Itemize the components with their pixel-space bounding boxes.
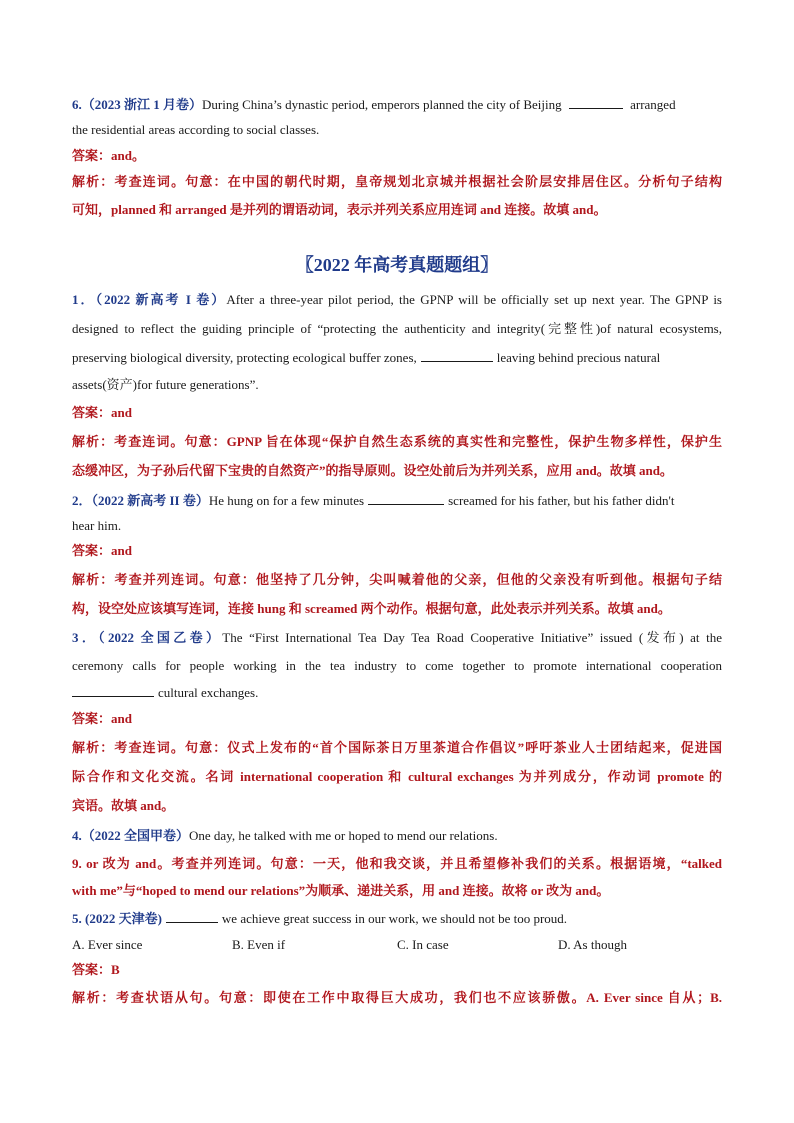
q1-line-4: assets(资产)for future generations”. — [72, 377, 259, 392]
q3-source: 3．（2022 全国乙卷） — [72, 630, 223, 645]
q1-line-2: designed to reflect the guiding principle of “protecting the authenticity and integrity(完整性)of natural ecosystems, — [72, 321, 722, 336]
q1-text-1: After a three-year pilot period, the GPNP will be officially set up next year. The GPNP is — [226, 292, 722, 307]
q5-line-1 — [72, 910, 722, 927]
q6-text: During China’s dynastic period, emperors planned the city of Beijing — [202, 97, 565, 112]
q1-analysis-2: 态缓冲区，为子孙后代留下宝贵的自然资产”的指导原则。设空处前后为并列关系，应用 and。故填 and。 — [72, 463, 673, 478]
q3-text-3: cultural exchanges. — [158, 685, 259, 700]
q1-text-3a: preserving biological diversity, protecting ecological buffer zones, — [72, 350, 417, 365]
answer-blank — [569, 96, 623, 109]
q3-answer: 答案：and — [72, 711, 132, 726]
answer-blank — [421, 349, 493, 362]
q6-analysis-2: 可知，planned 和 arranged 是并列的谓语动词，表示并列关系应用连词 and 连接。故填 and。 — [72, 202, 607, 217]
section-heading: 〖2022 年高考真题题组〗 — [295, 255, 499, 275]
q1-source: 1．（2022 新高考 I 卷） — [72, 292, 227, 307]
answer-blank — [72, 684, 154, 697]
q2-analysis-2: 构，设空处应该填写连词，连接 hung 和 screamed 两个动作。根据句意，此处表示并列关系。故填 and。 — [72, 601, 671, 616]
q1-line-1 — [72, 292, 722, 308]
q3-line-1 — [72, 630, 722, 646]
q6-line-2: the residential areas according to social classes. — [72, 122, 320, 137]
q4-line-1 — [72, 828, 722, 844]
q5-answer: 答案：B — [72, 962, 120, 977]
q2-line-2: hear him. — [72, 518, 122, 533]
q5-option-c: C. In case — [397, 937, 449, 952]
q5-option-b: B. Even if — [232, 937, 286, 952]
q3-analysis-1: 解析：考查连词。句意：仪式上发布的“首个国际茶日万里茶道合作倡议”呼吁茶业人士团结起来，促进国 — [72, 740, 722, 755]
q6-source: 6.（2023 浙江 1 月卷） — [72, 97, 203, 112]
q6-analysis-1: 解析：考查连词。句意：在中国的朝代时期，皇帝规划北京城并根据社会阶层安排居住区。分析句子结构 — [72, 174, 722, 189]
q2-text-1b: screamed for his father, but his father didn't — [448, 493, 675, 508]
q2-answer: 答案：and — [72, 543, 132, 558]
q4-text-1: One day, he talked with me or hoped to mend our relations. — [189, 828, 498, 843]
q6-answer: 答案：and。 — [72, 148, 145, 163]
q2-analysis-1: 解析：考查并列连词。句意：他坚持了几分钟，尖叫喊着他的父亲，但他的父亲没有听到他。根据句子结 — [72, 572, 722, 587]
q3-analysis-2: 际合作和文化交流。名词 international cooperation 和 cultural exchanges 为并列成分，作动词 promote 的 — [72, 769, 722, 784]
q5-text-1: we achieve great success in our work, we should not be too proud. — [221, 911, 568, 926]
q1-line-3 — [72, 349, 722, 366]
q3-text-1: The “First International Tea Day Tea Road Cooperative Initiative” issued (发布) at the — [222, 630, 722, 645]
q3-analysis-3: 宾语。故填 and。 — [72, 798, 175, 813]
q4-source: 4.（2022 全国甲卷） — [72, 828, 190, 843]
q5-source: 5. (2022 天津卷) — [72, 911, 162, 926]
q4-analysis-2: with me”与“hoped to mend our relations”为顺承、递进关系，用 and 连接。故将 or 改为 and。 — [72, 883, 610, 898]
q6-text-after: arranged — [626, 97, 676, 112]
answer-blank — [166, 910, 218, 923]
answer-blank — [368, 492, 444, 505]
q3-line-3 — [72, 684, 722, 701]
q4-analysis-1: 9. or 改为 and。考查并列连词。句意：一天，他和我交谈，并且希望修补我们的关系。根据语境，“talked — [72, 856, 722, 871]
q5-option-d: D. As though — [558, 937, 627, 952]
q1-text-3b: leaving behind precious natural — [496, 350, 661, 365]
q3-line-2: ceremony calls for people working in the tea industry to come together to promote international cooperation — [72, 658, 722, 673]
q1-analysis-1: 解析：考查连词。句意：GPNP 旨在体现“保护自然生态系统的真实性和完整性，保护生物多样性，保护生 — [72, 434, 722, 449]
q2-source: 2．（2022 新高考 II 卷） — [72, 493, 209, 508]
q5-analysis-1: 解析：考查状语从句。句意：即使在工作中取得巨大成功，我们也不应该骄傲。A. Ever since 自从；B. — [72, 990, 722, 1005]
q2-line-1 — [72, 492, 722, 509]
q2-text-1a: He hung on for a few minutes — [208, 493, 365, 508]
q1-answer: 答案：and — [72, 405, 132, 420]
q6-line-1 — [72, 96, 722, 113]
q5-option-a: A. Ever since — [72, 937, 143, 952]
